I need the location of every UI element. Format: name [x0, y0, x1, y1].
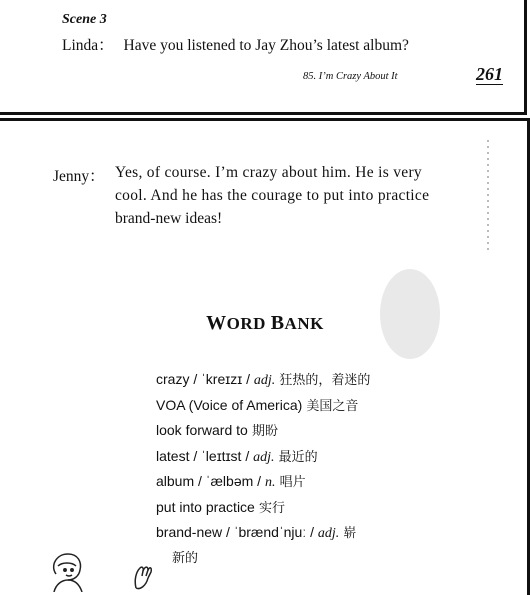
- scene-heading: Scene 3: [62, 12, 107, 27]
- word-bank-title: WORD BANK: [206, 312, 324, 334]
- word-bank-item: 新的: [172, 551, 199, 566]
- word-bank-item: album / ˈælbəm / n. 唱片: [156, 473, 306, 490]
- word-bank-item: latest / ˈleɪtɪst / adj. 最近的: [156, 448, 318, 465]
- hand-icon: [135, 567, 151, 588]
- word-bank-item: put into practice 实行: [156, 499, 285, 516]
- page-number: 261: [476, 64, 503, 84]
- jenny-line-2: cool. And he has the courage to put into practice: [115, 187, 430, 204]
- previous-page: [0, 0, 527, 115]
- jenny-line-1: Yes, of course. I’m crazy about him. He is very: [115, 164, 422, 181]
- linda-line: [62, 33, 409, 55]
- word-bank-item: crazy / ˈkreɪzɪ / adj. 狂热的，着迷的: [156, 371, 371, 388]
- speaker-linda: Linda：: [62, 37, 114, 54]
- word-bank-item: brand-new / ˈbrændˈnjuː / adj. 崭: [156, 524, 357, 541]
- jenny-speaker: Jenny：: [53, 168, 105, 185]
- margin-dots: [487, 140, 489, 250]
- word-bank-item: look forward to 期盼: [156, 422, 278, 439]
- running-footer-title: 85. I’m Crazy About It: [303, 71, 398, 82]
- jenny-line-3: brand-new ideas!: [115, 210, 223, 227]
- word-bank-item: VOA (Voice of America) 美国之音: [156, 397, 359, 414]
- girl-icon: [54, 554, 82, 592]
- cartoon-illustration: [44, 544, 164, 592]
- linda-text: Have you listened to Jay Zhou’s latest album?: [123, 37, 409, 54]
